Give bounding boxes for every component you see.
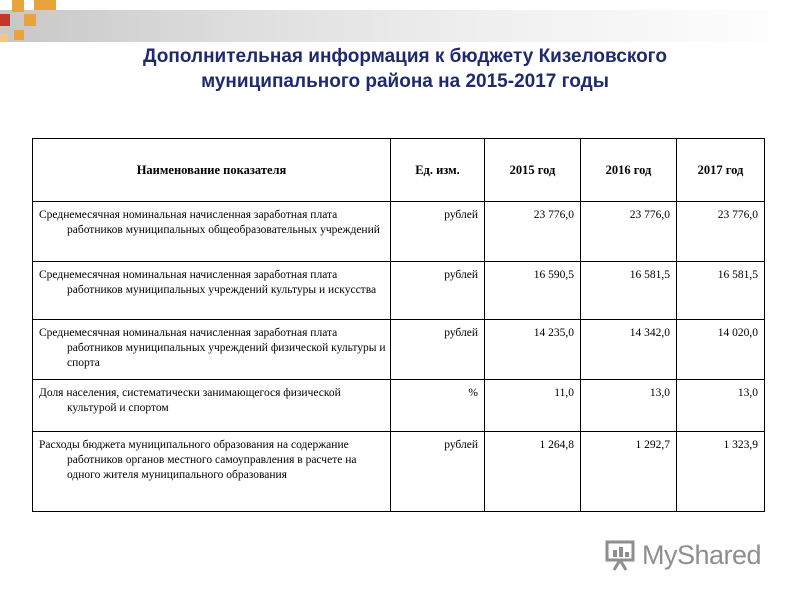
deco-square (14, 30, 24, 40)
row-name: Расходы бюджета муниципального образования на содержание работников органов местного самоуправления в расчете на одного жителя муниципального образования (33, 432, 391, 512)
row-unit: рублей (391, 432, 485, 512)
row-2017: 23 776,0 (677, 202, 765, 262)
header-2015: 2015 год (485, 139, 581, 202)
row-2017: 13,0 (677, 380, 765, 432)
row-2017: 1 323,9 (677, 432, 765, 512)
table-header-row (33, 139, 765, 202)
row-2015: 23 776,0 (485, 202, 581, 262)
row-name: Доля населения, систематически занимающегося физической культурой и спортом (33, 380, 391, 432)
table-row (33, 432, 765, 512)
row-name: Среднемесячная номинальная начисленная заработная плата работников муниципальных учреждений культуры и искусства (33, 262, 391, 320)
header-gradient-bar (0, 10, 800, 42)
title-line-2: муниципального района на 2015-2017 годы (201, 71, 609, 92)
row-name: Среднемесячная номинальная начисленная заработная плата работников муниципальных общеобразовательных учреждений (33, 202, 391, 262)
row-2016: 16 581,5 (581, 262, 677, 320)
header-name: Наименование показателя (33, 139, 391, 202)
row-unit: рублей (391, 262, 485, 320)
table-row (33, 380, 765, 432)
row-name: Среднемесячная номинальная начисленная заработная плата работников муниципальных учреждений физической культуры и спорта (33, 320, 391, 380)
row-2017: 16 581,5 (677, 262, 765, 320)
header-2017: 2017 год (677, 139, 765, 202)
deco-square (0, 34, 8, 42)
row-unit: % (391, 380, 485, 432)
table-row (33, 320, 765, 380)
budget-table (32, 138, 765, 512)
logo-text: MyShared (642, 540, 762, 570)
row-2016: 1 292,7 (581, 432, 677, 512)
page-title (60, 44, 750, 94)
table-row (33, 202, 765, 262)
myshared-logo[interactable] (604, 538, 774, 574)
deco-square (24, 14, 36, 26)
header-unit: Ед. изм. (391, 139, 485, 202)
header-2016: 2016 год (581, 139, 677, 202)
row-2016: 23 776,0 (581, 202, 677, 262)
row-2015: 1 264,8 (485, 432, 581, 512)
deco-square (0, 14, 10, 26)
presentation-icon (604, 538, 638, 572)
title-line-1: Дополнительная информация к бюджету Кизеловского (143, 46, 667, 67)
deco-square (34, 0, 56, 10)
row-2017: 14 020,0 (677, 320, 765, 380)
row-2016: 14 342,0 (581, 320, 677, 380)
row-unit: рублей (391, 202, 485, 262)
row-2015: 14 235,0 (485, 320, 581, 380)
row-2016: 13,0 (581, 380, 677, 432)
row-2015: 16 590,5 (485, 262, 581, 320)
deco-square (12, 0, 24, 12)
row-unit: рублей (391, 320, 485, 380)
row-2015: 11,0 (485, 380, 581, 432)
table-row (33, 262, 765, 320)
